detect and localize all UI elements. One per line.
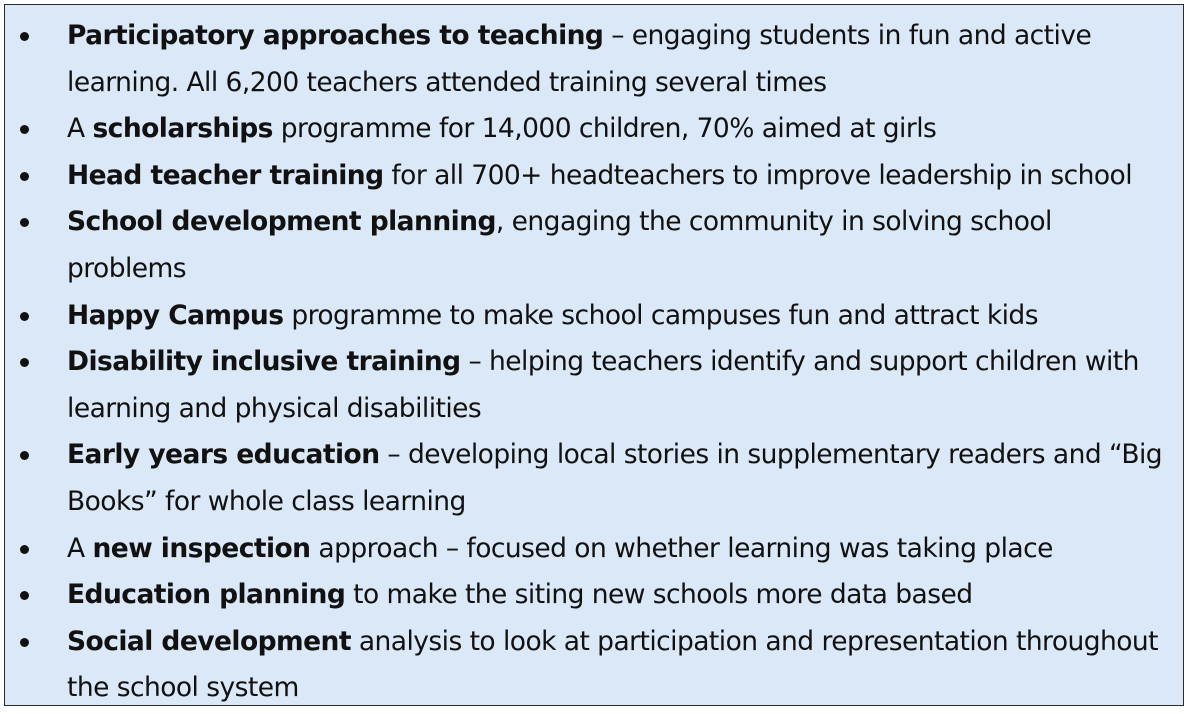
list-item [5,432,1183,525]
item-bold-text: Disability inclusive training [67,346,461,378]
item-bold-text: Happy Campus [67,299,284,331]
item-bold-text: Social development [67,625,351,657]
bullet-list [5,5,1183,712]
item-text: approach – focused on whether learning was taking place [310,532,1053,564]
item-bold-text: Early years education [67,439,380,471]
list-item [5,619,1183,712]
item-text: to make the siting new schools more data based [345,579,973,611]
item-text: programme to make school campuses fun and attract kids [283,299,1038,331]
list-item [5,572,1183,619]
bullet-icon [20,591,29,600]
item-text: analysis to look at participation and representation throughout the school system [67,625,1158,704]
bullet-list-panel [4,4,1184,706]
item-bold-text: School development planning [67,206,496,238]
item-prefix: A [67,113,93,145]
bullet-icon [20,32,29,41]
list-item [5,13,1183,106]
list-item [5,526,1183,573]
list-item [5,153,1183,200]
list-item [5,199,1183,292]
bullet-icon [20,451,29,460]
bullet-icon [20,358,29,367]
bullet-icon [20,172,29,181]
bullet-icon [20,312,29,321]
item-prefix: A [67,532,93,564]
item-bold-text: Participatory approaches to teaching [67,20,604,51]
item-text: – developing local stories in supplementary readers and “Big Books” for whole class learning [67,439,1163,517]
item-bold-text: Head teacher training [67,159,384,191]
item-bold-text: Education planning [67,579,346,611]
bullet-icon [20,125,29,134]
bullet-icon [20,218,29,227]
bullet-icon [20,638,29,647]
item-text: – helping teachers identify and support children with learning and physical disabilities [67,346,1139,424]
item-text: , engaging the community in solving school problems [67,206,1052,284]
list-item [5,339,1183,432]
bullet-icon [20,545,29,554]
item-text: – engaging students in fun and active learning. All 6,200 teachers attended training several times [67,20,1092,98]
item-bold-text: scholarships [92,113,273,145]
item-text: for all 700+ headteachers to improve leadership in school [383,159,1133,191]
item-bold-text: new inspection [92,532,311,564]
item-text: programme for 14,000 children, 70% aimed at girls [272,113,937,145]
list-item [5,293,1183,340]
list-item [5,106,1183,153]
